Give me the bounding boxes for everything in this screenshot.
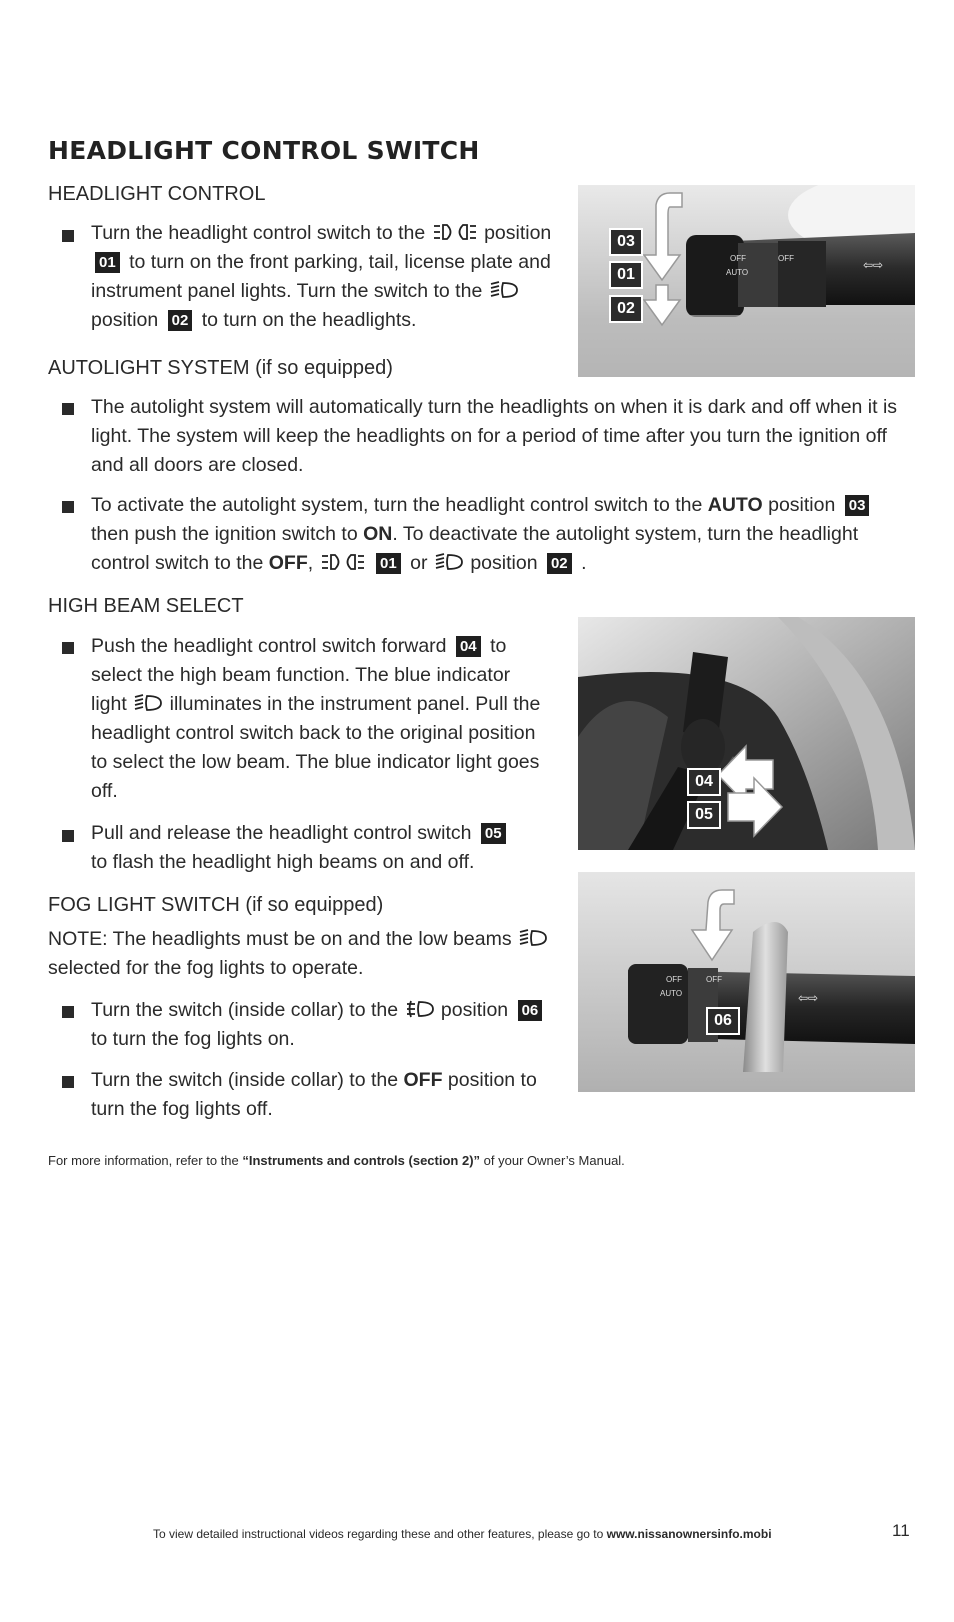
callout-badge: 04 xyxy=(456,636,481,657)
bullet-marker xyxy=(62,230,74,242)
svg-text:OFF: OFF xyxy=(706,975,722,984)
parking-lights-icon xyxy=(433,222,477,242)
bullet-headlight-control: Turn the headlight control switch to the position 01 to turn on the front parking, tail, license plate and instrument panel lights. Turn the switch to the position 02 to turn on the headlights. xyxy=(91,222,552,331)
callout-badge: 01 xyxy=(376,553,401,574)
callout-badge: 03 xyxy=(845,495,870,516)
photo-callout-badge: 03 xyxy=(609,228,643,256)
page-title: HEADLIGHT CONTROL SWITCH xyxy=(48,136,480,165)
switch-photo-illustration xyxy=(578,872,915,1092)
switch-photo-illustration xyxy=(578,617,915,850)
page-number: 11 xyxy=(892,1521,910,1540)
photo-callout-badge: 05 xyxy=(687,801,721,829)
bullet-marker xyxy=(62,642,74,654)
parking-lights-icon xyxy=(321,552,365,572)
headlight-beam-icon xyxy=(519,928,547,948)
bullet-marker xyxy=(62,403,74,415)
bullet-fog-2: Turn the switch (inside collar) to the OFF position to turn the fog lights off. xyxy=(91,1069,537,1120)
footer-text: To view detailed instructional videos regarding these and other features, please go to www.nissanownersinfo.mobi xyxy=(153,1527,772,1541)
headlight-beam-icon xyxy=(435,552,463,572)
bullet-marker xyxy=(62,501,74,513)
callout-badge: 05 xyxy=(481,823,506,844)
photo-fog-switch xyxy=(578,872,915,1092)
photo-callout-badge: 04 xyxy=(687,768,721,796)
bullet-autolight-2: To activate the autolight system, turn the headlight control switch to the AUTO position 03 then push the ignition switch to ON. To deactivate the autolight system, turn the headlight control switch to the OFF, 01 or position 02 . xyxy=(91,491,911,578)
photo-callout-badge: 06 xyxy=(706,1007,740,1035)
fog-light-icon xyxy=(406,999,434,1019)
bullet-fog-1: Turn the switch (inside collar) to the position 06 to turn the fog lights on. xyxy=(91,996,551,1054)
photo-high-beam-switch xyxy=(578,617,915,850)
callout-badge: 02 xyxy=(168,310,193,331)
section-heading-autolight: AUTOLIGHT SYSTEM (if so equipped) xyxy=(48,357,393,379)
bullet-high-beam-1: Push the headlight control switch forward 04 to select the high beam function. The blue indicator light illuminates in the instrument panel. Pull the headlight control switch back to the original position to select the low beam. The blue indicator light goes off. xyxy=(91,635,541,802)
section-heading-fog-light: FOG LIGHT SWITCH (if so equipped) xyxy=(48,894,384,916)
fog-note: NOTE: The headlights must be on and the low beams selected for the fog lights to operate. xyxy=(48,925,568,983)
photo-headlight-switch xyxy=(578,185,915,377)
svg-text:AUTO: AUTO xyxy=(726,268,749,277)
headlight-beam-icon xyxy=(490,280,518,300)
more-info-note: For more information, refer to the “Instruments and controls (section 2)” of your Owner’s Manual. xyxy=(48,1153,625,1168)
svg-text:AUTO: AUTO xyxy=(660,989,683,998)
callout-badge: 01 xyxy=(95,252,120,273)
photo-callout-badge: 01 xyxy=(609,261,643,289)
section-heading-high-beam: HIGH BEAM SELECT xyxy=(48,595,244,617)
svg-text:⇦⇨: ⇦⇨ xyxy=(798,991,819,1005)
callout-badge: 06 xyxy=(518,1000,543,1021)
bullet-marker xyxy=(62,1076,74,1088)
footer-url-link[interactable]: www.nissanownersinfo.mobi xyxy=(606,1527,772,1541)
bullet-marker xyxy=(62,830,74,842)
callout-badge: 02 xyxy=(547,553,572,574)
section-heading-headlight-control: HEADLIGHT CONTROL xyxy=(48,183,266,205)
bullet-autolight-1: The autolight system will automatically turn the headlights on when it is dark and off when it is light. The system will keep the headlights on for a period of time after you turn the ignition off and all doors are closed. xyxy=(91,396,898,476)
bullet-marker xyxy=(62,1006,74,1018)
headlight-beam-icon xyxy=(134,693,162,713)
bullet-high-beam-2: Pull and release the headlight control switch 05 to flash the headlight high beams on and off. xyxy=(91,819,531,877)
svg-text:OFF: OFF xyxy=(666,975,682,984)
svg-text:OFF: OFF xyxy=(730,254,746,263)
svg-text:⇦⇨: ⇦⇨ xyxy=(863,258,884,272)
photo-callout-badge: 02 xyxy=(609,295,643,323)
svg-text:OFF: OFF xyxy=(778,254,794,263)
